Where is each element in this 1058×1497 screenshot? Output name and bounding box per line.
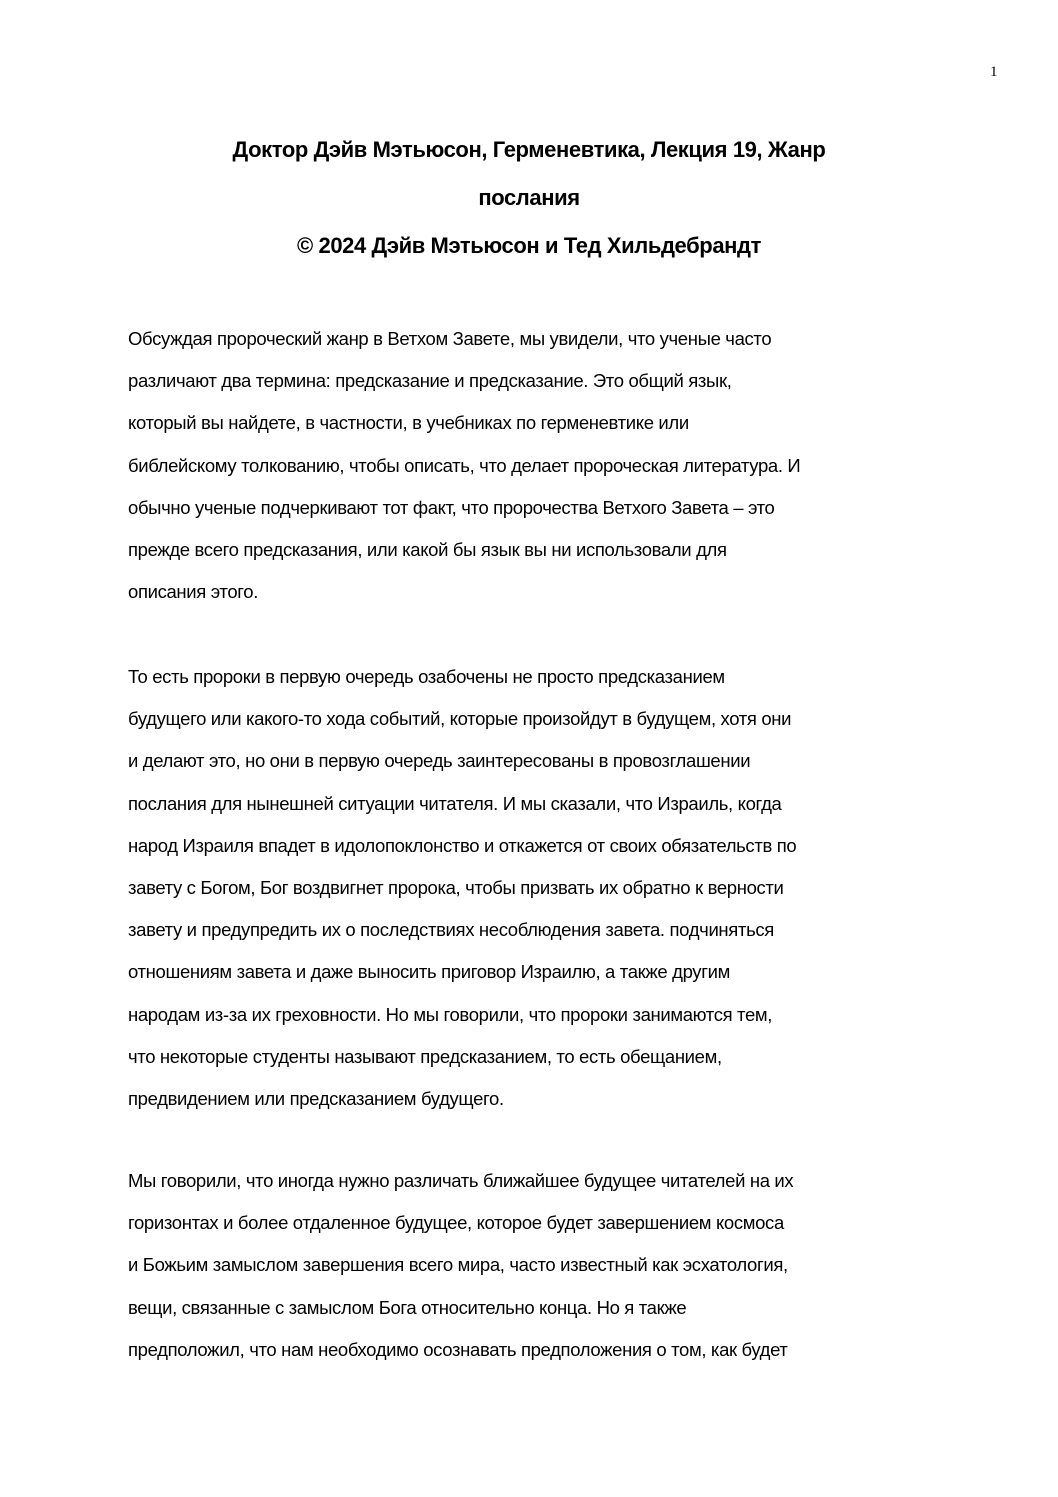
- paragraph-3: [128, 1169, 793, 1380]
- text-line: народ Израиля впадет в идолопоклонство и откажется от своих обязательств по: [128, 834, 797, 856]
- text-line: То есть пророки в первую очередь озабочены не просто предсказанием: [128, 666, 725, 687]
- document-title: [0, 128, 1058, 272]
- text-line: народам из-за их греховности. Но мы говорили, что пророки занимаются тем,: [128, 1003, 773, 1025]
- title-line: © 2024 Дэйв Мэтьюсон и Тед Хильдебрандт: [296, 233, 761, 258]
- text-line: послания для нынешней ситуации читателя. И мы сказали, что Израиль, когда: [128, 792, 782, 814]
- text-line: библейскому толкованию, чтобы описать, что делает пророческая литература. И: [128, 454, 801, 476]
- text-line: горизонтах и более отдаленное будущее, которое будет завершением космоса: [128, 1212, 784, 1234]
- text-line: вещи, связанные с замыслом Бога относительно конца. Но я также: [128, 1296, 687, 1318]
- page-number: 1: [990, 64, 998, 80]
- text-line: завету с Богом, Бог воздвигнет пророка, чтобы призвать их обратно к верности: [128, 876, 784, 898]
- text-line: Мы говорили, что иногда нужно различать ближайшее будущее читателей на их: [128, 1170, 794, 1191]
- paragraph-1: [128, 327, 800, 622]
- text-line: что некоторые студенты называют предсказанием, то есть обещанием,: [128, 1045, 722, 1067]
- text-line: прежде всего предсказания, или какой бы язык вы ни использовали для: [128, 538, 727, 560]
- text-line: завету и предупредить их о последствиях несоблюдения завета. подчиняться: [128, 919, 774, 941]
- text-line: отношениям завета и даже выносить приговор Израилю, а также другим: [128, 961, 730, 983]
- text-line: предположил, что нам необходимо осознавать предположения о том, как будет: [128, 1338, 788, 1360]
- text-line: будущего или какого-то хода событий, которые произойдут в будущем, хотя они: [128, 708, 792, 730]
- text-line: обычно ученые подчеркивают тот факт, что пророчества Ветхого Завета – это: [128, 496, 775, 518]
- text-line: описания этого.: [128, 581, 258, 603]
- text-line: Обсуждая пророческий жанр в Ветхом Завете, мы увидели, что ученые часто: [128, 328, 772, 349]
- paragraph-2: [128, 665, 796, 1129]
- title-line: Доктор Дэйв Мэтьюсон, Герменевтика, Лекция 19, Жанр: [232, 137, 826, 162]
- text-line: который вы найдете, в частности, в учебниках по герменевтике или: [128, 412, 689, 434]
- text-line: и делают это, но они в первую очередь заинтересованы в провозглашении: [128, 750, 751, 772]
- title-line: послания: [478, 185, 580, 210]
- text-line: предвидением или предсказанием будущего.: [128, 1087, 504, 1109]
- text-line: различают два термина: предсказание и предсказание. Это общий язык,: [128, 370, 732, 392]
- text-line: и Божьим замыслом завершения всего мира, часто известный как эсхатология,: [128, 1254, 788, 1276]
